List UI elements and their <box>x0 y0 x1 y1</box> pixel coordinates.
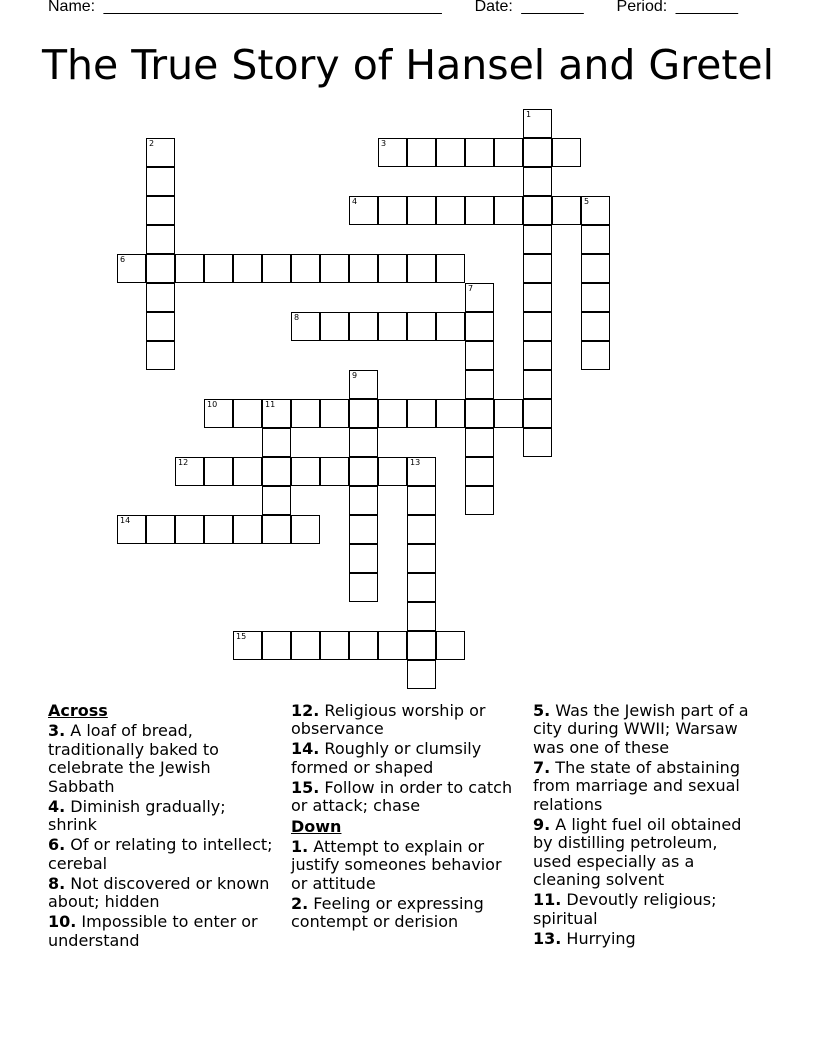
clue-number-label: 5 <box>584 197 590 206</box>
crossword-cell[interactable] <box>407 660 436 689</box>
crossword-cell[interactable] <box>291 254 320 283</box>
crossword-cell[interactable] <box>320 457 349 486</box>
crossword-cell[interactable] <box>523 399 552 428</box>
clues-column-2 <box>291 700 519 932</box>
crossword-cell[interactable] <box>349 312 378 341</box>
clue-number-label: 9 <box>352 371 358 380</box>
crossword-cell[interactable] <box>262 515 291 544</box>
clues-column-1 <box>48 700 276 950</box>
clue-number: 3. <box>48 721 66 740</box>
crossword-cell[interactable] <box>581 283 610 312</box>
crossword-cell[interactable] <box>436 399 465 428</box>
clue-number: 2. <box>291 893 309 913</box>
crossword-cell[interactable] <box>407 486 436 515</box>
crossword-cell[interactable] <box>378 196 407 225</box>
crossword-cell[interactable] <box>146 167 175 196</box>
crossword-cell[interactable] <box>262 631 291 660</box>
crossword-cell[interactable] <box>407 631 436 660</box>
period-field[interactable]: _______ <box>675 0 738 15</box>
crossword-cell[interactable] <box>465 486 494 515</box>
crossword-cell[interactable] <box>175 254 204 283</box>
crossword-cell[interactable] <box>523 225 552 254</box>
crossword-cell[interactable] <box>523 428 552 457</box>
crossword-cell[interactable] <box>581 196 610 225</box>
crossword-cell[interactable] <box>407 399 436 428</box>
clue-number: 4. <box>48 796 66 816</box>
crossword-cell[interactable] <box>349 254 378 283</box>
clue-number: 10. <box>48 912 77 931</box>
clue-number: 9. <box>533 814 551 834</box>
clue-item <box>533 930 761 949</box>
crossword-cell[interactable] <box>436 631 465 660</box>
clue-item <box>48 836 276 873</box>
crossword-cell[interactable] <box>436 312 465 341</box>
crossword-cell[interactable] <box>378 457 407 486</box>
clue-number: 13. <box>533 928 562 948</box>
clue-item <box>48 798 276 835</box>
crossword-cell[interactable] <box>581 254 610 283</box>
crossword-cell[interactable] <box>523 341 552 370</box>
clue-text: A light fuel oil obtained by distilling petroleum, used especially as a cleaning solvent <box>533 814 742 889</box>
crossword-cell[interactable] <box>378 138 407 167</box>
crossword-cell[interactable] <box>552 196 581 225</box>
crossword-cell[interactable] <box>349 370 378 399</box>
clue-number: 11. <box>533 890 562 909</box>
clue-item <box>533 816 761 890</box>
crossword-cell[interactable] <box>523 312 552 341</box>
down-heading: Down <box>291 816 342 836</box>
crossword-cell[interactable] <box>291 399 320 428</box>
crossword-cell[interactable] <box>204 457 233 486</box>
crossword-cell[interactable] <box>320 254 349 283</box>
clue-number-label: 3 <box>381 139 387 148</box>
crossword-cell[interactable] <box>407 138 436 167</box>
period-label: Period: <box>616 0 668 15</box>
crossword-cell[interactable] <box>523 283 552 312</box>
crossword-cell[interactable] <box>320 312 349 341</box>
clue-number: 8. <box>48 873 66 893</box>
crossword-cell[interactable] <box>581 312 610 341</box>
clue-text: Feeling or expressing contempt or derision <box>291 893 484 931</box>
clue-number-label: 10 <box>207 400 218 409</box>
clue-number: 12. <box>291 700 320 720</box>
crossword-cell[interactable] <box>175 457 204 486</box>
clue-item <box>291 895 519 932</box>
crossword-cell[interactable] <box>349 515 378 544</box>
clue-item <box>533 759 761 815</box>
clue-number-label: 8 <box>294 313 300 322</box>
crossword-cell[interactable] <box>465 341 494 370</box>
crossword-cell[interactable] <box>523 254 552 283</box>
clue-text: Impossible to enter or understand <box>48 912 258 950</box>
crossword-cell[interactable] <box>465 399 494 428</box>
clue-number-label: 15 <box>236 632 247 641</box>
crossword-cell[interactable] <box>204 515 233 544</box>
clue-item <box>291 740 519 777</box>
clue-number: 7. <box>533 757 551 777</box>
crossword-cell[interactable] <box>291 631 320 660</box>
clue-text: Religious worship or observance <box>291 700 486 738</box>
name-field[interactable]: ______________________________________ <box>103 0 442 15</box>
crossword-cell[interactable] <box>407 515 436 544</box>
clue-text: Devoutly religious; spiritual <box>533 890 717 928</box>
crossword-cell[interactable] <box>117 515 146 544</box>
crossword-cell[interactable] <box>494 138 523 167</box>
crossword-cell[interactable] <box>523 138 552 167</box>
clue-number-label: 14 <box>120 516 131 525</box>
crossword-cell[interactable] <box>146 254 175 283</box>
crossword-cell[interactable] <box>407 602 436 631</box>
clue-item <box>48 875 276 912</box>
crossword-cell[interactable] <box>349 196 378 225</box>
crossword-cell[interactable] <box>204 399 233 428</box>
crossword-cell[interactable] <box>349 544 378 573</box>
crossword-cell[interactable] <box>146 225 175 254</box>
crossword-cell[interactable] <box>146 341 175 370</box>
crossword-cell[interactable] <box>494 196 523 225</box>
clue-text: Follow in order to catch or attack; chase <box>291 777 513 815</box>
crossword-cell[interactable] <box>378 631 407 660</box>
clue-item <box>48 722 276 796</box>
crossword-cell[interactable] <box>407 312 436 341</box>
clue-number-label: 1 <box>526 110 532 119</box>
crossword-cell[interactable] <box>523 109 552 138</box>
crossword-cell[interactable] <box>581 341 610 370</box>
crossword-cell[interactable] <box>523 370 552 399</box>
crossword-cell[interactable] <box>233 254 262 283</box>
clue-number: 1. <box>291 836 309 856</box>
clue-number: 15. <box>291 777 320 797</box>
crossword-cell[interactable] <box>465 370 494 399</box>
crossword-cell[interactable] <box>204 254 233 283</box>
crossword-cell[interactable] <box>523 196 552 225</box>
crossword-cell[interactable] <box>117 254 146 283</box>
clue-number-label: 7 <box>468 284 474 293</box>
crossword-cell[interactable] <box>291 312 320 341</box>
clues-column-3 <box>533 700 761 948</box>
crossword-cell[interactable] <box>581 225 610 254</box>
crossword-cell[interactable] <box>262 399 291 428</box>
clue-number-label: 13 <box>410 458 421 467</box>
crossword-cell[interactable] <box>436 254 465 283</box>
crossword-cell[interactable] <box>262 457 291 486</box>
crossword-cell[interactable] <box>407 254 436 283</box>
crossword-cell[interactable] <box>378 254 407 283</box>
clue-text: Not discovered or known about; hidden <box>48 873 270 911</box>
crossword-cell[interactable] <box>349 486 378 515</box>
crossword-cell[interactable] <box>291 457 320 486</box>
clue-text: The state of abstaining from marriage and sexual relations <box>533 757 740 814</box>
clue-text: Of or relating to intellect; cerebal <box>48 835 273 873</box>
clue-text: Diminish gradually; shrink <box>48 796 226 834</box>
date-label: Date: <box>474 0 513 15</box>
crossword-cell[interactable] <box>407 544 436 573</box>
clue-text: Roughly or clumsily formed or shaped <box>291 739 482 777</box>
crossword-cell[interactable] <box>262 486 291 515</box>
crossword-cell[interactable] <box>320 631 349 660</box>
crossword-cell[interactable] <box>175 515 204 544</box>
crossword-cell[interactable] <box>349 457 378 486</box>
clue-item <box>48 913 276 950</box>
crossword-cell[interactable] <box>465 428 494 457</box>
crossword-cell[interactable] <box>436 138 465 167</box>
crossword-cell[interactable] <box>349 631 378 660</box>
crossword-cell[interactable] <box>146 196 175 225</box>
clue-item <box>533 702 761 758</box>
crossword-cell[interactable] <box>523 167 552 196</box>
name-label: Name: <box>48 0 96 15</box>
clue-text: Hurrying <box>561 928 636 948</box>
crossword-cell[interactable] <box>233 631 262 660</box>
clue-item <box>533 891 761 928</box>
crossword-cell[interactable] <box>291 515 320 544</box>
crossword-cell[interactable] <box>146 138 175 167</box>
crossword-cell[interactable] <box>378 312 407 341</box>
crossword-cell[interactable] <box>465 312 494 341</box>
crossword-cell[interactable] <box>349 399 378 428</box>
clue-number-label: 12 <box>178 458 189 467</box>
crossword-cell[interactable] <box>407 457 436 486</box>
clue-item <box>291 838 519 894</box>
crossword-cell[interactable] <box>465 138 494 167</box>
crossword-cell[interactable] <box>407 573 436 602</box>
crossword-cell[interactable] <box>465 283 494 312</box>
crossword-cell[interactable] <box>146 312 175 341</box>
crossword-cell[interactable] <box>233 515 262 544</box>
clue-number: 5. <box>533 700 551 720</box>
crossword-cell[interactable] <box>494 399 523 428</box>
crossword-cell[interactable] <box>349 428 378 457</box>
crossword-cell[interactable] <box>320 399 349 428</box>
across-heading: Across <box>48 701 108 720</box>
crossword-cell[interactable] <box>146 515 175 544</box>
clue-number-label: 6 <box>120 255 126 264</box>
date-field[interactable]: _______ <box>521 0 584 15</box>
clue-number: 14. <box>291 739 320 758</box>
clue-number-label: 4 <box>352 197 358 206</box>
clue-text: A loaf of bread, traditionally baked to celebrate the Jewish Sabbath <box>48 721 219 796</box>
page-title: The True Story of Hansel and Gretel <box>41 41 775 89</box>
crossword-cell[interactable] <box>233 457 262 486</box>
clue-text: Was the Jewish part of a city during WWII; Warsaw was one of these <box>533 700 749 757</box>
crossword-cell[interactable] <box>465 196 494 225</box>
crossword-cell[interactable] <box>436 196 465 225</box>
crossword-cell[interactable] <box>465 457 494 486</box>
clue-item <box>291 779 519 816</box>
crossword-cell[interactable] <box>233 399 262 428</box>
crossword-cell[interactable] <box>407 196 436 225</box>
crossword-cell[interactable] <box>349 573 378 602</box>
crossword-cell[interactable] <box>262 428 291 457</box>
clue-number-label: 2 <box>149 139 155 148</box>
crossword-cell[interactable] <box>146 283 175 312</box>
clue-item <box>291 702 519 739</box>
crossword-cell[interactable] <box>262 254 291 283</box>
crossword-cell[interactable] <box>552 138 581 167</box>
clue-number: 6. <box>48 835 66 854</box>
crossword-cell[interactable] <box>378 399 407 428</box>
clue-number-label: 11 <box>265 400 276 409</box>
clue-text: Attempt to explain or justify someones behavior or attitude <box>291 836 502 893</box>
